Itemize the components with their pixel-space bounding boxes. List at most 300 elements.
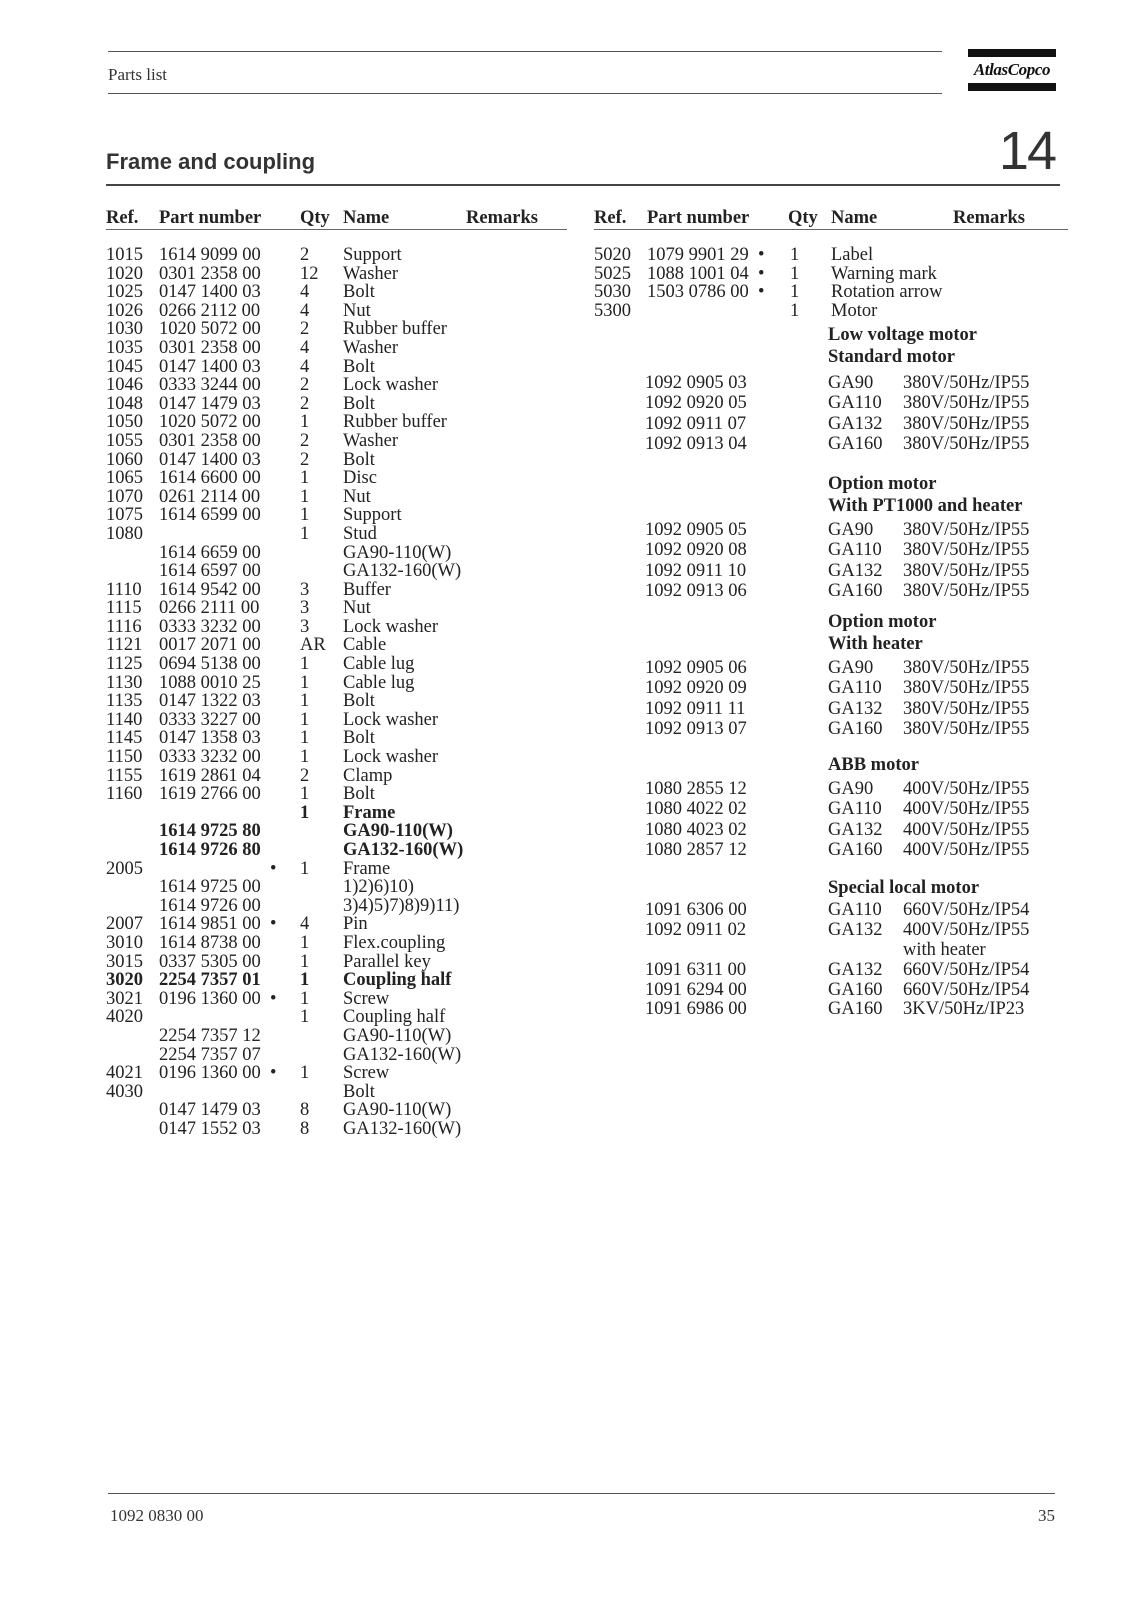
cell-part: 1614 9726 00 bbox=[159, 895, 261, 916]
page-number: 35 bbox=[1038, 1506, 1055, 1525]
cell-name: Disc bbox=[343, 468, 377, 489]
cell-part: 1614 6599 00 bbox=[159, 505, 261, 526]
cell-part: 1614 9725 00 bbox=[159, 877, 261, 898]
cell-qty: 4 bbox=[300, 356, 310, 377]
cell-part: 1080 4023 02 bbox=[645, 819, 747, 840]
cell-name: Rubber buffer bbox=[343, 412, 447, 433]
cell-mark: • bbox=[270, 914, 277, 935]
cell-name: Nut bbox=[343, 300, 371, 321]
cell-model: GA110 bbox=[828, 900, 882, 921]
cell-ref: 1025 bbox=[106, 282, 143, 303]
right-header-underline bbox=[594, 229, 1068, 230]
cell-name: Parallel key bbox=[343, 951, 431, 972]
cell-part: 0196 1360 00 bbox=[159, 988, 261, 1009]
cell-spec: 380V/50Hz/IP55 bbox=[903, 581, 1030, 602]
table-row bbox=[106, 971, 576, 990]
cell-part: 1619 2861 04 bbox=[159, 765, 261, 786]
cell-qty: 1 bbox=[300, 784, 310, 805]
company-logo bbox=[968, 49, 1056, 92]
table-row bbox=[594, 658, 1074, 679]
cell-name: Bolt bbox=[343, 356, 375, 377]
cell-model: GA90 bbox=[828, 372, 874, 393]
chapter-number: 14 bbox=[998, 121, 1055, 181]
cell-qty: 2 bbox=[300, 430, 310, 451]
cell-ref: 1075 bbox=[106, 505, 143, 526]
cell-name: Lock washer bbox=[343, 747, 439, 768]
cell-ref: 3015 bbox=[106, 951, 143, 972]
table-row bbox=[594, 921, 1074, 941]
cell-qty: 1 bbox=[300, 523, 310, 544]
table-row bbox=[106, 302, 576, 321]
cell-part: 1092 0920 08 bbox=[645, 540, 747, 561]
cell-ref: 1116 bbox=[106, 616, 142, 637]
cell-name: Clamp bbox=[343, 765, 393, 786]
table-row bbox=[594, 561, 1074, 582]
cell-qty: 1 bbox=[300, 412, 310, 433]
cell-spec: 380V/50Hz/IP55 bbox=[903, 678, 1030, 699]
cell-part: 0333 3244 00 bbox=[159, 375, 261, 396]
cell-qty: 1 bbox=[300, 505, 310, 526]
cell-qty: 8 bbox=[300, 1118, 310, 1139]
table-row bbox=[106, 581, 576, 600]
cell-mark: • bbox=[270, 858, 277, 879]
cell-model: GA90 bbox=[828, 778, 874, 799]
group-heading: Option motor bbox=[828, 473, 937, 494]
cell-ref: 2005 bbox=[106, 858, 143, 879]
group-heading: With heater bbox=[828, 633, 923, 654]
table-row bbox=[106, 1064, 576, 1083]
table-row bbox=[106, 1083, 576, 1102]
cell-name: 1)2)6)10) bbox=[343, 877, 414, 898]
cell-part: 1092 0913 06 bbox=[645, 581, 747, 602]
cell-spec: 380V/50Hz/IP55 bbox=[903, 560, 1030, 581]
cell-ref: 1048 bbox=[106, 393, 143, 414]
logo-bar-bottom bbox=[968, 83, 1056, 91]
cell-spec: 660V/50Hz/IP54 bbox=[903, 959, 1030, 980]
cell-ref: 1160 bbox=[106, 784, 143, 805]
cell-name: Bolt bbox=[343, 728, 375, 749]
column-header-ref: Ref. bbox=[106, 208, 139, 228]
column-header-name: Name bbox=[343, 208, 390, 228]
cell-ref: 1055 bbox=[106, 430, 143, 451]
cell-ref: 3021 bbox=[106, 988, 143, 1009]
cell-name: Washer bbox=[343, 430, 399, 451]
cell-ref: 4020 bbox=[106, 1007, 143, 1028]
cell-part: 1614 9851 00 bbox=[159, 914, 261, 935]
table-row bbox=[106, 636, 576, 655]
cell-qty: 2 bbox=[300, 765, 310, 786]
cell-qty: 1 bbox=[300, 709, 310, 730]
cell-part: 0147 1552 03 bbox=[159, 1118, 261, 1139]
cell-part: 0147 1322 03 bbox=[159, 691, 261, 712]
cell-name: GA132-160(W) bbox=[343, 1044, 462, 1065]
cell-name: Nut bbox=[343, 486, 371, 507]
cell-ref: 1035 bbox=[106, 337, 143, 358]
cell-qty: 1 bbox=[300, 988, 310, 1009]
cell-part: 2254 7357 12 bbox=[159, 1025, 261, 1046]
table-row bbox=[106, 469, 576, 488]
cell-model: GA160 bbox=[828, 979, 883, 1000]
table-row bbox=[594, 961, 1074, 981]
cell-part: 2254 7357 01 bbox=[159, 970, 261, 991]
cell-qty: 2 bbox=[300, 245, 310, 265]
cell-name: Buffer bbox=[343, 579, 391, 600]
cell-spec: 400V/50Hz/IP55 bbox=[903, 920, 1030, 941]
cell-spec: with heater bbox=[903, 940, 986, 961]
cell-qty: 1 bbox=[300, 1063, 310, 1084]
column-header-remarks: Remarks bbox=[953, 208, 1025, 228]
table-row bbox=[594, 434, 1074, 455]
table-row bbox=[594, 1000, 1074, 1020]
title-rule bbox=[106, 184, 1060, 186]
cell-ref: 1110 bbox=[106, 579, 142, 600]
group-heading: Standard motor bbox=[828, 346, 955, 367]
group-heading: Special local motor bbox=[828, 877, 980, 898]
cell-part: 0333 3232 00 bbox=[159, 747, 261, 768]
cell-qty: 4 bbox=[300, 914, 310, 935]
motor-group bbox=[594, 611, 1074, 740]
column-header-ref: Ref. bbox=[594, 208, 627, 228]
table-row bbox=[106, 562, 576, 581]
header-rule-top bbox=[108, 51, 942, 52]
motor-group bbox=[594, 877, 1074, 1020]
cell-model: GA132 bbox=[828, 959, 883, 980]
cell-spec: 400V/50Hz/IP55 bbox=[903, 778, 1030, 799]
table-row bbox=[106, 432, 576, 451]
cell-ref: 1070 bbox=[106, 486, 143, 507]
cell-model: GA132 bbox=[828, 698, 883, 719]
cell-model: GA160 bbox=[828, 434, 883, 455]
cell-part: 0147 1400 03 bbox=[159, 449, 261, 470]
column-header-part-number: Part number bbox=[159, 208, 262, 228]
cell-part: 1092 0905 03 bbox=[645, 372, 747, 393]
cell-name: Bolt bbox=[343, 784, 375, 805]
cell-ref: 1046 bbox=[106, 375, 143, 396]
cell-part: 0261 2114 00 bbox=[159, 486, 261, 507]
cell-name: Rotation arrow bbox=[831, 282, 943, 303]
logo-text: AtlasCopco bbox=[973, 60, 1051, 79]
cell-ref: 5300 bbox=[594, 300, 631, 321]
cell-name: Bolt bbox=[343, 393, 375, 414]
cell-part: 1020 5072 00 bbox=[159, 412, 261, 433]
table-row bbox=[106, 934, 576, 953]
cell-name: Stud bbox=[343, 523, 377, 544]
cell-part: 0147 1358 03 bbox=[159, 728, 261, 749]
cell-name: Flex.coupling bbox=[343, 932, 446, 953]
cell-ref: 4030 bbox=[106, 1081, 143, 1102]
motor-group bbox=[594, 324, 1074, 455]
cell-mark: • bbox=[270, 1063, 277, 1084]
cell-spec: 380V/50Hz/IP55 bbox=[903, 413, 1030, 434]
cell-part: 1614 9099 00 bbox=[159, 245, 261, 265]
cell-part: 1080 4022 02 bbox=[645, 799, 747, 820]
cell-name: Washer bbox=[343, 263, 399, 284]
cell-qty: 2 bbox=[300, 319, 310, 340]
cell-model: GA132 bbox=[828, 413, 883, 434]
cell-ref: 1045 bbox=[106, 356, 143, 377]
cell-spec: 380V/50Hz/IP55 bbox=[903, 719, 1030, 740]
cell-model: GA110 bbox=[828, 799, 882, 820]
cell-ref: 1140 bbox=[106, 709, 143, 730]
cell-qty: 4 bbox=[300, 337, 310, 358]
motor-variants bbox=[594, 324, 1074, 1020]
cell-ref: 1125 bbox=[106, 654, 143, 675]
table-row bbox=[106, 878, 576, 897]
table-row bbox=[106, 451, 576, 470]
table-row bbox=[106, 785, 576, 804]
cell-spec: 380V/50Hz/IP55 bbox=[903, 434, 1030, 455]
cell-part: 0196 1360 00 bbox=[159, 1063, 261, 1084]
table-row bbox=[594, 901, 1074, 921]
cell-spec: 380V/50Hz/IP55 bbox=[903, 657, 1030, 678]
right-parts-table bbox=[594, 246, 1074, 1020]
cell-part: 1614 9726 80 bbox=[159, 840, 261, 860]
cell-spec: 400V/50Hz/IP55 bbox=[903, 799, 1030, 820]
table-row bbox=[594, 302, 1074, 321]
table-row bbox=[106, 990, 576, 1009]
cell-ref: 4021 bbox=[106, 1063, 143, 1084]
cell-ref: 1026 bbox=[106, 300, 143, 321]
cell-qty: 2 bbox=[300, 375, 310, 396]
cell-part: 0017 2071 00 bbox=[159, 635, 261, 656]
cell-qty: 1 bbox=[790, 263, 800, 284]
cell-ref: 1150 bbox=[106, 747, 143, 768]
cell-qty: 1 bbox=[300, 970, 310, 991]
cell-part: 1091 6986 00 bbox=[645, 999, 747, 1020]
table-row bbox=[106, 692, 576, 711]
table-row bbox=[594, 678, 1074, 699]
cell-name: Pin bbox=[343, 914, 368, 935]
cell-model: GA160 bbox=[828, 840, 883, 861]
left-parts-table bbox=[106, 246, 576, 1139]
cell-name: Bolt bbox=[343, 282, 375, 303]
cell-part: 0301 2358 00 bbox=[159, 263, 261, 284]
table-row bbox=[106, 358, 576, 377]
cell-spec: 3KV/50Hz/IP23 bbox=[903, 999, 1025, 1020]
table-row bbox=[106, 395, 576, 414]
table-row bbox=[106, 655, 576, 674]
cell-qty: 1 bbox=[300, 802, 310, 823]
cell-spec: 380V/50Hz/IP55 bbox=[903, 519, 1030, 540]
cell-part: 1092 0913 07 bbox=[645, 719, 747, 740]
cell-spec: 400V/50Hz/IP55 bbox=[903, 840, 1030, 861]
group-heading: Low voltage motor bbox=[828, 324, 977, 345]
cell-model: GA90 bbox=[828, 519, 874, 540]
header-rule-bottom bbox=[108, 93, 942, 94]
cell-qty: 1 bbox=[300, 468, 310, 489]
column-header-qty: Qty bbox=[300, 208, 330, 228]
cell-part: 1092 0911 11 bbox=[645, 698, 746, 719]
motor-group bbox=[594, 754, 1074, 861]
cell-name: GA90-110(W) bbox=[343, 542, 452, 563]
cell-part: 0301 2358 00 bbox=[159, 337, 261, 358]
table-row bbox=[594, 699, 1074, 720]
table-row bbox=[106, 674, 576, 693]
table-row bbox=[106, 1008, 576, 1027]
table-row bbox=[106, 1120, 576, 1139]
table-row bbox=[594, 265, 1074, 284]
table-row bbox=[106, 748, 576, 767]
cell-part: 1614 9725 80 bbox=[159, 821, 261, 842]
cell-part: 1614 6597 00 bbox=[159, 561, 261, 582]
cell-qty: 8 bbox=[300, 1100, 310, 1121]
cell-qty: 1 bbox=[790, 300, 800, 321]
cell-name: GA132-160(W) bbox=[343, 1118, 462, 1139]
cell-part: 1614 8738 00 bbox=[159, 932, 261, 953]
cell-part: 1503 0786 00 bbox=[647, 282, 749, 303]
section-label: Parts list bbox=[108, 65, 168, 84]
cell-qty: 1 bbox=[790, 245, 800, 265]
table-row bbox=[106, 246, 576, 265]
cell-qty: 2 bbox=[300, 449, 310, 470]
cell-qty: 1 bbox=[300, 672, 310, 693]
column-header-remarks: Remarks bbox=[466, 208, 538, 228]
cell-name: Bolt bbox=[343, 449, 375, 470]
group-heading: With PT1000 and heater bbox=[828, 495, 1023, 516]
cell-model: GA132 bbox=[828, 819, 883, 840]
cell-qty: 1 bbox=[300, 691, 310, 712]
cell-name: Coupling half bbox=[343, 970, 452, 991]
cell-name: Nut bbox=[343, 598, 371, 619]
cell-name: Motor bbox=[831, 300, 878, 321]
cell-name: Screw bbox=[343, 988, 390, 1009]
cell-mark: • bbox=[758, 245, 765, 265]
table-row bbox=[594, 981, 1074, 1001]
cell-name: Support bbox=[343, 505, 402, 526]
cell-qty: 1 bbox=[300, 728, 310, 749]
table-row bbox=[106, 897, 576, 916]
cell-model: GA110 bbox=[828, 678, 882, 699]
cell-part: 1092 0920 09 bbox=[645, 678, 747, 699]
cell-part: 1091 6311 00 bbox=[645, 959, 747, 980]
table-row bbox=[106, 767, 576, 786]
table-row bbox=[106, 488, 576, 507]
table-row bbox=[106, 376, 576, 395]
cell-qty: 1 bbox=[300, 932, 310, 953]
cell-part: 1079 9901 29 bbox=[647, 245, 749, 265]
cell-name: Coupling half bbox=[343, 1007, 446, 1028]
cell-name: Cable lug bbox=[343, 672, 415, 693]
cell-ref: 1020 bbox=[106, 263, 143, 284]
group-heading: ABB motor bbox=[828, 754, 919, 775]
table-row bbox=[106, 599, 576, 618]
column-header-part-number: Part number bbox=[647, 208, 750, 228]
cell-part: 1619 2766 00 bbox=[159, 784, 261, 805]
cell-model: GA110 bbox=[828, 393, 882, 414]
table-row bbox=[106, 711, 576, 730]
cell-part: 0333 3232 00 bbox=[159, 616, 261, 637]
document-number: 1092 0830 00 bbox=[110, 1506, 204, 1525]
table-row bbox=[594, 779, 1074, 800]
cell-spec: 400V/50Hz/IP55 bbox=[903, 819, 1030, 840]
cell-part: 1020 5072 00 bbox=[159, 319, 261, 340]
cell-qty: 1 bbox=[300, 747, 310, 768]
cell-ref: 1115 bbox=[106, 598, 142, 619]
cell-part: 0147 1479 03 bbox=[159, 393, 261, 414]
cell-part: 1092 0920 05 bbox=[645, 393, 747, 414]
cell-part: 0694 5138 00 bbox=[159, 654, 261, 675]
cell-ref: 2007 bbox=[106, 914, 143, 935]
table-row bbox=[594, 581, 1074, 602]
cell-qty: 1 bbox=[300, 654, 310, 675]
cell-ref: 1145 bbox=[106, 728, 143, 749]
cell-ref: 5030 bbox=[594, 282, 631, 303]
table-row bbox=[106, 283, 576, 302]
table-row bbox=[106, 915, 576, 934]
cell-ref: 1050 bbox=[106, 412, 143, 433]
table-row bbox=[594, 941, 1074, 961]
table-row bbox=[106, 729, 576, 748]
cell-part: 0266 2112 00 bbox=[159, 300, 261, 321]
page-title: Frame and coupling bbox=[106, 149, 316, 174]
cell-model: GA160 bbox=[828, 999, 883, 1020]
cell-name: Lock washer bbox=[343, 375, 439, 396]
table-row bbox=[594, 393, 1074, 414]
cell-spec: 380V/50Hz/IP55 bbox=[903, 372, 1030, 393]
table-row bbox=[594, 520, 1074, 541]
cell-spec: 380V/50Hz/IP55 bbox=[903, 540, 1030, 561]
column-header-qty: Qty bbox=[788, 208, 818, 228]
table-row bbox=[106, 841, 576, 860]
cell-name: Bolt bbox=[343, 691, 375, 712]
cell-qty: 4 bbox=[300, 300, 310, 321]
cell-mark: • bbox=[758, 282, 765, 303]
cell-part: 1092 0905 05 bbox=[645, 519, 747, 540]
cell-name: Bolt bbox=[343, 1081, 375, 1102]
cell-part: 1614 6659 00 bbox=[159, 542, 261, 563]
cell-ref: 1015 bbox=[106, 245, 143, 265]
cell-part: 1088 0010 25 bbox=[159, 672, 261, 693]
cell-spec: 380V/50Hz/IP55 bbox=[903, 393, 1030, 414]
group-heading: Option motor bbox=[828, 611, 937, 632]
cell-qty: 4 bbox=[300, 282, 310, 303]
cell-ref: 1080 bbox=[106, 523, 143, 544]
cell-spec: 380V/50Hz/IP55 bbox=[903, 698, 1030, 719]
column-header-name: Name bbox=[831, 208, 878, 228]
cell-ref: 1135 bbox=[106, 691, 143, 712]
cell-part: 1092 0911 02 bbox=[645, 920, 747, 941]
cell-part: 0147 1400 03 bbox=[159, 282, 261, 303]
table-row bbox=[106, 413, 576, 432]
cell-part: 1080 2855 12 bbox=[645, 778, 747, 799]
cell-spec: 660V/50Hz/IP54 bbox=[903, 900, 1030, 921]
cell-qty: 1 bbox=[300, 1007, 310, 1028]
cell-ref: 3010 bbox=[106, 932, 143, 953]
cell-ref: 1060 bbox=[106, 449, 143, 470]
cell-ref: 5020 bbox=[594, 245, 631, 265]
table-row bbox=[106, 339, 576, 358]
cell-qty: 2 bbox=[300, 393, 310, 414]
cell-name: Rubber buffer bbox=[343, 319, 447, 340]
table-row bbox=[106, 953, 576, 972]
cell-part: 0337 5305 00 bbox=[159, 951, 261, 972]
table-row bbox=[106, 320, 576, 339]
cell-ref: 3020 bbox=[106, 970, 143, 991]
table-row bbox=[594, 373, 1074, 394]
cell-model: GA160 bbox=[828, 719, 883, 740]
motor-group bbox=[594, 473, 1074, 602]
cell-qty: AR bbox=[300, 635, 326, 656]
cell-name: Support bbox=[343, 245, 402, 265]
table-row bbox=[594, 414, 1074, 435]
cell-part: 1092 0905 06 bbox=[645, 657, 747, 678]
cell-name: GA90-110(W) bbox=[343, 821, 453, 842]
cell-name: Frame bbox=[343, 802, 396, 823]
cell-part: 0301 2358 00 bbox=[159, 430, 261, 451]
right-table-header bbox=[594, 208, 1068, 228]
table-row bbox=[106, 265, 576, 284]
cell-name: Lock washer bbox=[343, 616, 439, 637]
